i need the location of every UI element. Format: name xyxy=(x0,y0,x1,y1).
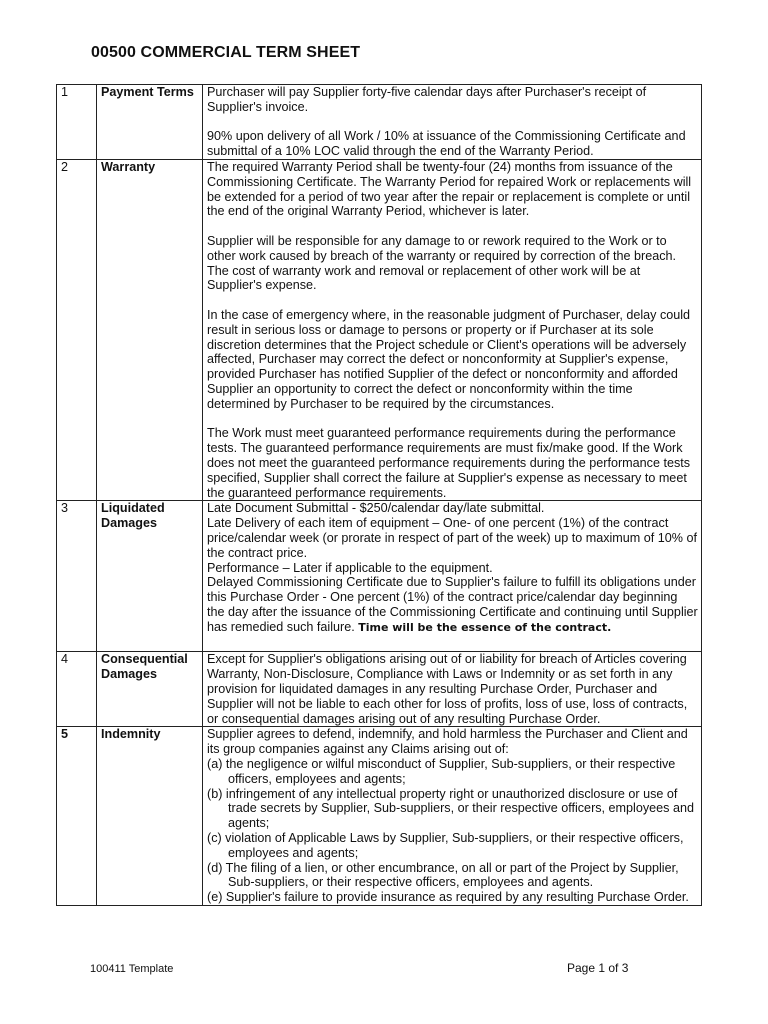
row-number: 3 xyxy=(57,501,97,652)
paragraph: 90% upon delivery of all Work / 10% at issuance of the Commissioning Certificate and submittal of a 10% LOC valid through the end of the Warranty Period. xyxy=(207,129,686,159)
row-content xyxy=(203,501,702,652)
row-content xyxy=(203,727,702,906)
list-item: (a) the negligence or wilful misconduct of Supplier, Sub-suppliers, or their respective officers, employees and agents; xyxy=(207,757,676,786)
term-sheet-table xyxy=(56,84,702,906)
list-item: (b) infringement of any intellectual property right or unauthorized disclosure or use of trade secrets by Supplier, Sub-suppliers, or their respective officers, employees and agents; xyxy=(207,786,694,831)
line xyxy=(207,575,698,635)
table-row xyxy=(57,652,702,727)
paragraph: The Work must meet guaranteed performance requirements during the performance tests. The guaranteed performance requirements are must fix/make good. If the Work does not meet the guaranteed performance requirements during the performance tests specified, Supplier shall correct the failure at Supplier's expense as necessary to meet the guaranteed performance requirements. xyxy=(207,426,691,500)
row-number: 5 xyxy=(57,727,97,906)
line-text: Delayed Commissioning Certificate due to Supplier's failure to fulfill its obligations under this Purchase Order - One percent (1%) of the contract price/calendar day beginning the day after the issuance of the Commissioning Certificate and continuing until Supplier has remedied such failure. xyxy=(207,575,698,634)
paragraph: Except for Supplier's obligations arising out of or liability for breach of Articles covering Warranty, Non-Disclosure, Compliance with Laws or Indemnity or as set forth in any provision for liquidated damages in any resulting Purchase Order, Purchaser and Supplier will not be liable to each other for loss of profits, loss of use, loss of contracts, or consequential damages arising out of any resulting Purchase Order. xyxy=(207,652,688,726)
table-row xyxy=(57,501,702,652)
row-number: 2 xyxy=(57,159,97,500)
list-item: (c) violation of Applicable Laws by Supplier, Sub-suppliers, or their respective officers, employees and agents; xyxy=(207,831,684,860)
row-content xyxy=(203,652,702,727)
list-item: (d) The filing of a lien, or other encumbrance, on all or part of the Project by Supplier, Sub-suppliers, or their respective officers, employees and agents. xyxy=(207,860,679,890)
list-item: (e) Supplier's failure to provide insurance as required by any resulting Purchase Order. xyxy=(207,890,689,905)
paragraph: Supplier will be responsible for any damage to or rework required to the Work or to other work caused by breach of the warranty or required by correction of the breach. The cost of warranty work and removal or replacement of other work will be at Supplier's expense. xyxy=(207,233,677,293)
line: Performance – Later if applicable to the equipment. xyxy=(207,560,493,575)
footer-template-id: 100411 Template xyxy=(90,963,174,975)
paragraph: Supplier agrees to defend, indemnify, and hold harmless the Purchaser and Client and its group companies against any Claims arising out of: xyxy=(207,727,688,757)
document-title: 00500 COMMERCIAL TERM SHEET xyxy=(91,44,361,61)
paragraph: In the case of emergency where, in the reasonable judgment of Purchaser, delay could result in serious loss or damage to persons or property or if Purchaser at its sole discretion determines that the Project schedule or Client's operations will be adversely affected, Purchaser may correct the defect or nonconformity at Supplier's expense, provided Purchaser has notified Supplier of the defect or nonconformity and afforded Supplier an opportunity to correct the defect or nonconformity within the time determined by Purchaser to be required by the circumstances. xyxy=(207,307,691,411)
row-label: Consequential Damages xyxy=(97,652,203,727)
row-label: Warranty xyxy=(97,159,203,500)
row-number: 1 xyxy=(57,85,97,160)
row-number: 4 xyxy=(57,652,97,727)
line: Late Document Submittal - $250/calendar day/late submittal. xyxy=(207,501,545,516)
emphasis-text: Time will be the essence of the contract. xyxy=(358,620,612,634)
table-row xyxy=(57,85,702,160)
row-label: Indemnity xyxy=(97,727,203,906)
row-label: Payment Terms xyxy=(97,85,203,160)
line: Late Delivery of each item of equipment – One- of one percent (1%) of the contract price/calendar week (or prorate in respect of part of the week) up to maximum of 10% of the contract price. xyxy=(207,516,697,560)
paragraph: Purchaser will pay Supplier forty-five calendar days after Purchaser's receipt of Supplier's invoice. xyxy=(207,85,647,114)
row-label: Liquidated Damages xyxy=(97,501,203,652)
page-number: Page 1 of 3 xyxy=(567,961,629,975)
row-content xyxy=(203,159,702,500)
table-row xyxy=(57,159,702,500)
paragraph: The required Warranty Period shall be twenty-four (24) months from issuance of the Commissioning Certificate. The Warranty Period for repaired Work or replacements will be extended for a period of two year after the repair or replacement is complete or until the end of the original Warranty Period, whichever is later. xyxy=(207,159,692,219)
table-row xyxy=(57,727,702,906)
row-content xyxy=(203,85,702,160)
